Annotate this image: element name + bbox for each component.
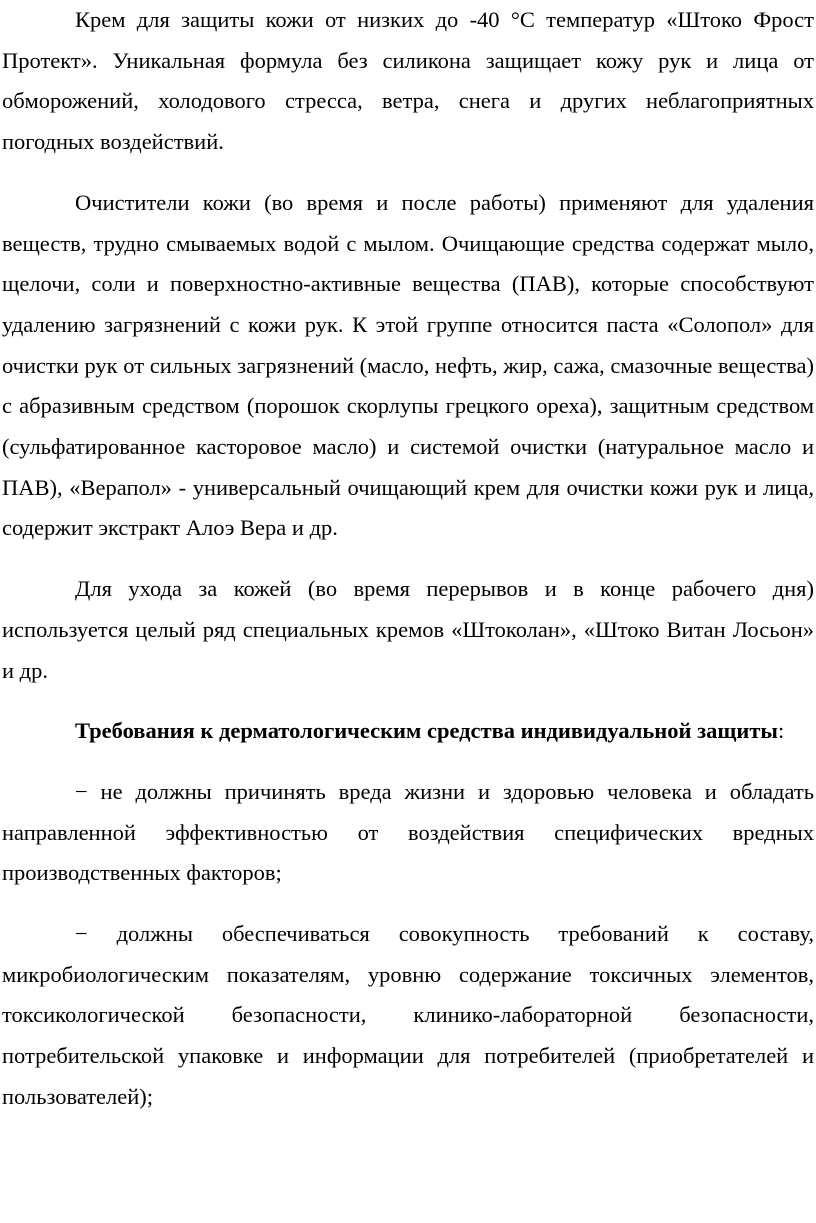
requirement-item-1: − не должны причинять вреда жизни и здоровью человека и обладать направленной эффективностью от воздействия специфических вредных производственных факторов; bbox=[2, 778, 814, 886]
requirements-heading-text: Требования к дерматологическим средства индивидуальной защиты bbox=[75, 718, 778, 744]
paragraph-skin-cleansers: Очистители кожи (во время и после работы) применяют для удаления веществ, трудно смываемых водой с мылом. Очищающие средства содержат мыло, щелочи, соли и поверхностно-активные вещества (ПАВ), которые способствуют удалению загрязнений с кожи рук. К этой группе относится паста «Солопол» для очистки рук от сильных загрязнений (масло, нефть, жир, сажа, смазочные вещества) с абразивным средством (порошок скорлупы грецкого ореха), защитным средством (сульфатированное касторовое масло) и системой очистки (натуральное масло и ПАВ), «Верапол» - универсальный очищающий крем для очистки кожи рук и лица, содержит экстракт Алоэ Вера и др. bbox=[2, 189, 814, 541]
paragraph-frost-protect: Крем для защиты кожи от низких до -40 °С температур «Штоко Фрост Протект». Уникальная формула без силикона защищает кожу рук и лица от обморожений, холодового стресса, ветра, снега и других неблагоприятных погодных воздействий. bbox=[2, 7, 814, 155]
requirement-item-2: − должны обеспечиваться совокупность требований к составу, микробиологическим показателям, уровню содержание токсичных элементов, токсикологической безопасности, клинико-лабораторной безопасности, потребительской упаковке и информации для потребителей (приобретателей и пользователей); bbox=[2, 921, 814, 1109]
requirements-heading-colon: : bbox=[777, 718, 785, 744]
paragraph-skin-care: Для ухода за кожей (во время перерывов и в конце рабочего дня) используется целый ряд специальных кремов «Штоколан», «Штоко Витан Лосьон» и др. bbox=[2, 576, 814, 683]
requirements-heading bbox=[0, 711, 814, 752]
